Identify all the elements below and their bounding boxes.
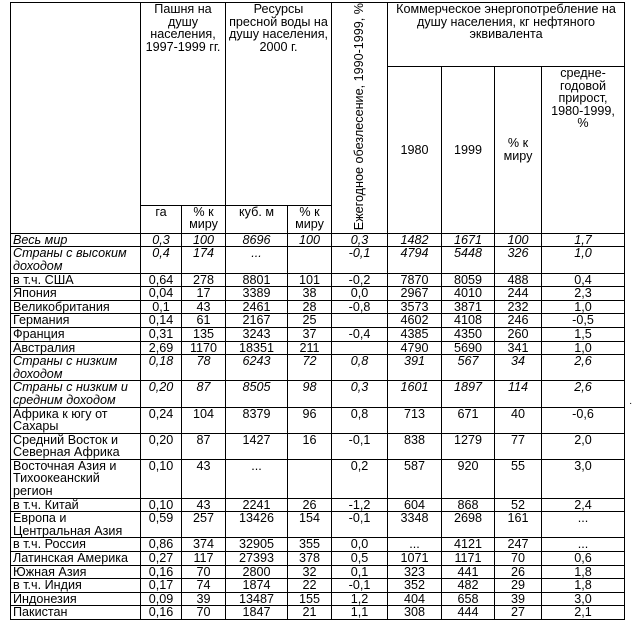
row-cell: 2241 (226, 498, 288, 512)
row-cell: 920 (442, 459, 495, 498)
row-cell: 0,09 (141, 592, 182, 606)
row-cell: 1,5 (542, 327, 625, 341)
row-cell: 17 (182, 287, 226, 301)
row-cell: 0,18 (141, 355, 182, 381)
pct-world-water-header: % к миру (288, 205, 332, 233)
row-cell: 0,0 (332, 287, 388, 301)
row-cell: 4602 (388, 314, 442, 328)
row-cell: 0,14 (141, 314, 182, 328)
row-cell: 6243 (226, 355, 288, 381)
row-cell: 38 (288, 287, 332, 301)
row-cell: 2,0 (542, 433, 625, 459)
row-cell: 2,3 (542, 287, 625, 301)
year-1999-header: 1999 (442, 67, 495, 234)
row-cell: 0,1 (332, 565, 388, 579)
row-cell: 587 (388, 459, 442, 498)
row-cell: 154 (288, 512, 332, 538)
row-cell: -0,6 (542, 407, 625, 433)
row-cell: 2,6 (542, 355, 625, 381)
table-row (11, 233, 625, 247)
row-cell: 658 (442, 592, 495, 606)
row-cell: -0,1 (332, 433, 388, 459)
energy-header: Коммерческое энергопотребление на душу населения, кг нефтяного эквивалента (388, 3, 625, 67)
row-cell: 27 (495, 606, 542, 620)
pct-world-energy-header: % к миру (495, 67, 542, 234)
row-cell: 3,0 (542, 459, 625, 498)
row-cell: 3,0 (542, 592, 625, 606)
row-cell: 8801 (226, 273, 288, 287)
row-cell: 3573 (388, 300, 442, 314)
page-marker: · (629, 398, 633, 409)
row-cell: -0,2 (332, 273, 388, 287)
row-cell: 87 (182, 381, 226, 407)
row-cell: 4010 (442, 287, 495, 301)
row-cell: ... (226, 247, 288, 273)
row-cell: 52 (495, 498, 542, 512)
table-row (11, 606, 625, 620)
row-cell: 3389 (226, 287, 288, 301)
row-cell: 1170 (182, 341, 226, 355)
row-cell: 246 (495, 314, 542, 328)
row-cell: 1,0 (542, 247, 625, 273)
row-cell: 2800 (226, 565, 288, 579)
row-cell: 29 (495, 579, 542, 593)
row-cell: 0,0 (332, 538, 388, 552)
row-cell: 247 (495, 538, 542, 552)
table-row (11, 247, 625, 273)
row-cell: 5690 (442, 341, 495, 355)
row-cell: 25 (288, 314, 332, 328)
row-cell: 1171 (442, 552, 495, 566)
row-cell: 0,2 (332, 459, 388, 498)
row-cell: 0,1 (141, 300, 182, 314)
row-cell: 98 (288, 381, 332, 407)
table-row (11, 592, 625, 606)
row-cell: 244 (495, 287, 542, 301)
row-cell: 1,8 (542, 565, 625, 579)
row-cell: 2167 (226, 314, 288, 328)
row-cell: 0,20 (141, 433, 182, 459)
row-cell: 43 (182, 459, 226, 498)
row-cell: 4121 (442, 538, 495, 552)
row-cell: 1,0 (542, 341, 625, 355)
row-name: Германия (11, 314, 141, 328)
row-cell: 22 (288, 579, 332, 593)
row-cell (288, 247, 332, 273)
row-cell: 838 (388, 433, 442, 459)
name-header-empty (11, 3, 141, 234)
row-cell: 2461 (226, 300, 288, 314)
growth-header: средне-годовой прирост, 1980-1999, % (542, 67, 625, 234)
row-cell: 117 (182, 552, 226, 566)
table-row (11, 565, 625, 579)
row-cell: 326 (495, 247, 542, 273)
row-cell: 174 (182, 247, 226, 273)
row-cell: 4108 (442, 314, 495, 328)
table-row (11, 381, 625, 407)
row-cell: 355 (288, 538, 332, 552)
row-cell: 232 (495, 300, 542, 314)
row-cell: 0,31 (141, 327, 182, 341)
row-cell: 1,0 (542, 300, 625, 314)
row-cell: 211 (288, 341, 332, 355)
row-cell: 4350 (442, 327, 495, 341)
row-cell: 2,69 (141, 341, 182, 355)
table-row (11, 433, 625, 459)
row-cell: 1874 (226, 579, 288, 593)
table-body (11, 233, 625, 619)
row-cell: 104 (182, 407, 226, 433)
table-row (11, 459, 625, 498)
table-row (11, 314, 625, 328)
row-cell: 34 (495, 355, 542, 381)
row-cell: 70 (182, 606, 226, 620)
row-cell: 101 (288, 273, 332, 287)
row-cell: 40 (495, 407, 542, 433)
row-cell: 1671 (442, 233, 495, 247)
row-cell: 567 (442, 355, 495, 381)
row-name: в т.ч. Индия (11, 579, 141, 593)
row-cell: 5448 (442, 247, 495, 273)
row-cell: 0,3 (141, 233, 182, 247)
table-row (11, 512, 625, 538)
row-cell: 21 (288, 606, 332, 620)
row-cell: 0,3 (332, 381, 388, 407)
row-cell: 444 (442, 606, 495, 620)
row-cell: 260 (495, 327, 542, 341)
table-row (11, 341, 625, 355)
row-cell: 2698 (442, 512, 495, 538)
row-cell: 323 (388, 565, 442, 579)
row-cell: 74 (182, 579, 226, 593)
row-cell: ... (388, 538, 442, 552)
row-cell: 43 (182, 300, 226, 314)
row-cell: 441 (442, 565, 495, 579)
pct-world-arable-header: % к миру (182, 205, 226, 233)
data-table-container (10, 2, 624, 620)
row-cell: 1,8 (542, 579, 625, 593)
row-cell: 0,86 (141, 538, 182, 552)
row-name: Индонезия (11, 592, 141, 606)
row-cell: 32 (288, 565, 332, 579)
row-cell: 0,04 (141, 287, 182, 301)
year-1980-header: 1980 (388, 67, 442, 234)
row-cell (332, 314, 388, 328)
row-cell: 1,1 (332, 606, 388, 620)
row-cell: -0,1 (332, 579, 388, 593)
row-cell: 100 (495, 233, 542, 247)
row-cell: 868 (442, 498, 495, 512)
row-cell: 0,4 (542, 273, 625, 287)
row-cell: ... (542, 512, 625, 538)
cub-m-header: куб. м (226, 205, 288, 233)
row-cell: 100 (182, 233, 226, 247)
row-cell: 26 (495, 565, 542, 579)
row-cell: 8505 (226, 381, 288, 407)
row-name: Япония (11, 287, 141, 301)
row-cell: 0,59 (141, 512, 182, 538)
ha-header: га (141, 205, 182, 233)
row-cell: 671 (442, 407, 495, 433)
row-cell: 0,24 (141, 407, 182, 433)
row-cell (288, 459, 332, 498)
row-cell: 3348 (388, 512, 442, 538)
row-cell: 0,3 (332, 233, 388, 247)
row-cell: 16 (288, 433, 332, 459)
row-cell: 18351 (226, 341, 288, 355)
row-cell: ... (542, 538, 625, 552)
row-name: Латинская Америка (11, 552, 141, 566)
row-cell: 391 (388, 355, 442, 381)
row-name: Страны с высоким доходом (11, 247, 141, 273)
water-header: Ресурсы пресной воды на душу населения, 2000 г. (226, 3, 332, 206)
row-cell: 77 (495, 433, 542, 459)
table-row (11, 273, 625, 287)
data-table (10, 2, 625, 620)
row-cell: 0,27 (141, 552, 182, 566)
row-cell: 161 (495, 512, 542, 538)
row-name: Африка к югу от Сахары (11, 407, 141, 433)
row-cell: 114 (495, 381, 542, 407)
row-cell: 135 (182, 327, 226, 341)
row-cell: 1427 (226, 433, 288, 459)
row-cell: 257 (182, 512, 226, 538)
row-name: в т.ч. США (11, 273, 141, 287)
row-cell: 61 (182, 314, 226, 328)
row-cell: 55 (495, 459, 542, 498)
row-cell: 604 (388, 498, 442, 512)
row-cell: 404 (388, 592, 442, 606)
row-cell: 308 (388, 606, 442, 620)
table-row (11, 498, 625, 512)
row-cell: 1071 (388, 552, 442, 566)
row-cell: 4794 (388, 247, 442, 273)
row-cell: 72 (288, 355, 332, 381)
row-cell: 70 (495, 552, 542, 566)
row-cell: ... (226, 459, 288, 498)
table-row (11, 407, 625, 433)
row-cell: 78 (182, 355, 226, 381)
row-cell: 2,1 (542, 606, 625, 620)
row-cell: 32905 (226, 538, 288, 552)
row-cell: 3871 (442, 300, 495, 314)
row-name: в т.ч. Россия (11, 538, 141, 552)
row-cell: 0,17 (141, 579, 182, 593)
row-cell: 13487 (226, 592, 288, 606)
row-cell: 0,5 (332, 552, 388, 566)
row-name: Весь мир (11, 233, 141, 247)
row-cell: 0,10 (141, 498, 182, 512)
row-cell: 713 (388, 407, 442, 433)
row-cell: 96 (288, 407, 332, 433)
deforest-header: Ежегодное обезлесение, 1990-1999, % (352, 3, 367, 231)
row-cell: 87 (182, 433, 226, 459)
row-cell: 1601 (388, 381, 442, 407)
row-cell: -0,8 (332, 300, 388, 314)
row-cell (332, 341, 388, 355)
row-cell: 0,8 (332, 407, 388, 433)
row-cell: 100 (288, 233, 332, 247)
row-cell: 488 (495, 273, 542, 287)
row-cell: 1897 (442, 381, 495, 407)
row-cell: 0,8 (332, 355, 388, 381)
row-cell: -0,4 (332, 327, 388, 341)
row-cell: 43 (182, 498, 226, 512)
row-cell: -1,2 (332, 498, 388, 512)
row-cell: 0,64 (141, 273, 182, 287)
row-cell: 37 (288, 327, 332, 341)
row-cell: 0,10 (141, 459, 182, 498)
row-cell: 278 (182, 273, 226, 287)
row-cell: 352 (388, 579, 442, 593)
row-cell: 0,16 (141, 606, 182, 620)
row-cell: 8059 (442, 273, 495, 287)
row-cell: -0,1 (332, 512, 388, 538)
deforest-header-cell (332, 3, 388, 234)
row-cell: 374 (182, 538, 226, 552)
row-cell: 8696 (226, 233, 288, 247)
row-cell: -0,1 (332, 247, 388, 273)
row-cell: 4385 (388, 327, 442, 341)
table-row (11, 300, 625, 314)
row-cell: 2,4 (542, 498, 625, 512)
table-row (11, 538, 625, 552)
row-name: Средний Восток и Северная Африка (11, 433, 141, 459)
row-cell: 3243 (226, 327, 288, 341)
row-cell: 28 (288, 300, 332, 314)
row-cell: 1279 (442, 433, 495, 459)
row-cell: 0,4 (141, 247, 182, 273)
row-name: в т.ч. Китай (11, 498, 141, 512)
row-cell: 378 (288, 552, 332, 566)
row-cell: 0,6 (542, 552, 625, 566)
row-name: Южная Азия (11, 565, 141, 579)
row-name: Пакистан (11, 606, 141, 620)
row-cell: 1,7 (542, 233, 625, 247)
row-cell: 8379 (226, 407, 288, 433)
row-cell: 0,20 (141, 381, 182, 407)
row-name: Восточная Азия и Тихоокеанский регион (11, 459, 141, 498)
row-name: Франция (11, 327, 141, 341)
row-cell: 2967 (388, 287, 442, 301)
arable-header: Пашня на душу населения, 1997-1999 гг. (141, 3, 226, 206)
table-row (11, 327, 625, 341)
row-cell: -0,5 (542, 314, 625, 328)
row-cell: 39 (182, 592, 226, 606)
row-cell: 1482 (388, 233, 442, 247)
row-cell: 7870 (388, 273, 442, 287)
row-cell: 482 (442, 579, 495, 593)
row-cell: 26 (288, 498, 332, 512)
row-cell: 1847 (226, 606, 288, 620)
table-row (11, 552, 625, 566)
row-cell: 2,6 (542, 381, 625, 407)
row-name: Австралия (11, 341, 141, 355)
row-cell: 1,2 (332, 592, 388, 606)
row-name: Страны с низким и средним доходом (11, 381, 141, 407)
row-cell: 155 (288, 592, 332, 606)
table-row (11, 287, 625, 301)
row-cell: 0,16 (141, 565, 182, 579)
row-name: Великобритания (11, 300, 141, 314)
row-name: Европа и Центральная Азия (11, 512, 141, 538)
row-cell: 4790 (388, 341, 442, 355)
row-cell: 39 (495, 592, 542, 606)
row-cell: 13426 (226, 512, 288, 538)
row-cell: 27393 (226, 552, 288, 566)
row-name: Страны с низким доходом (11, 355, 141, 381)
table-row (11, 355, 625, 381)
table-row (11, 579, 625, 593)
row-cell: 341 (495, 341, 542, 355)
row-cell: 70 (182, 565, 226, 579)
